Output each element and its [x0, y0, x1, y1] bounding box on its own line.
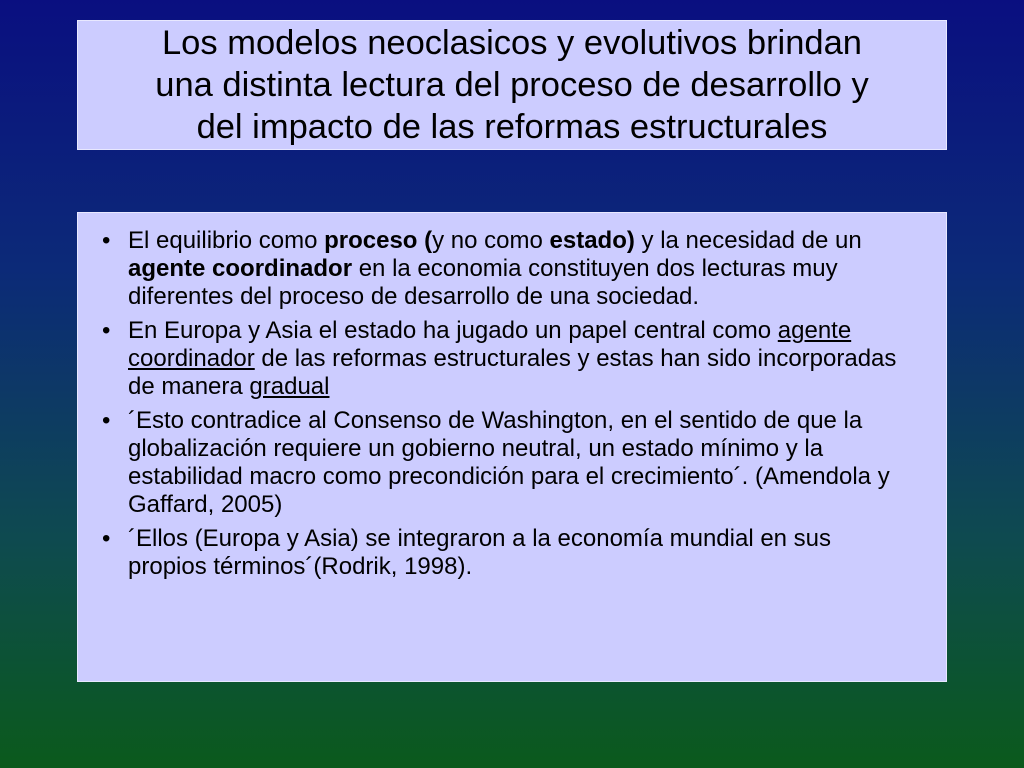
slide-title-line: una distinta lectura del proceso de desarrollo y: [155, 66, 869, 104]
slide-title: [155, 22, 868, 148]
bullet-dot-icon: •: [102, 407, 111, 434]
bullet-item: [102, 525, 916, 581]
bullet-segment-underline: gradual: [249, 373, 330, 400]
bullet-segment: El equilibrio como: [128, 227, 325, 254]
bullet-segment: ´Ellos (Europa y Asia) se integraron a la economía mundial en sus propios términos´(Rodrik, 1998).: [128, 525, 832, 580]
bullet-item: [102, 227, 916, 311]
bullet-item: [102, 317, 916, 401]
bullet-segment-bold: estado): [549, 227, 635, 254]
bullet-segment-underline: agente coordinador: [128, 317, 852, 372]
bullet-item: [102, 407, 916, 519]
bullet-segment: y la necesidad de un: [634, 227, 862, 254]
bullet-segment: de las reformas estructurales y estas han sido incorporadas de manera: [128, 345, 897, 400]
bullet-segment: ´Esto contradice al Consenso de Washington, en el sentido de que la globalización requiere un gobierno neutral, un estado mínimo y la estabilidad macro como precondición para el crecimiento´. (Amendola y Gaffard, 2005): [128, 407, 890, 518]
bullet-dot-icon: •: [102, 317, 111, 344]
slide-title-line: del impacto de las reformas estructurales: [196, 108, 828, 146]
bullet-dot-icon: •: [102, 227, 111, 254]
bullet-segment-bold: agente coordinador: [128, 255, 353, 282]
bullet-segment: y no como: [432, 227, 550, 254]
slide-title-line: Los modelos neoclasicos y evolutivos brindan: [162, 24, 862, 62]
bullet-segment-bold: proceso (: [324, 227, 433, 254]
bullet-segment: en la economia constituyen dos lecturas muy diferentes del proceso de desarrollo de una sociedad.: [128, 255, 838, 310]
bullet-dot-icon: •: [102, 525, 111, 552]
bullet-list: [102, 227, 916, 581]
bullet-segment: En Europa y Asia el estado ha jugado un papel central como: [128, 317, 778, 344]
slide-body-box: [77, 212, 947, 682]
slide-title-box: [77, 20, 947, 150]
